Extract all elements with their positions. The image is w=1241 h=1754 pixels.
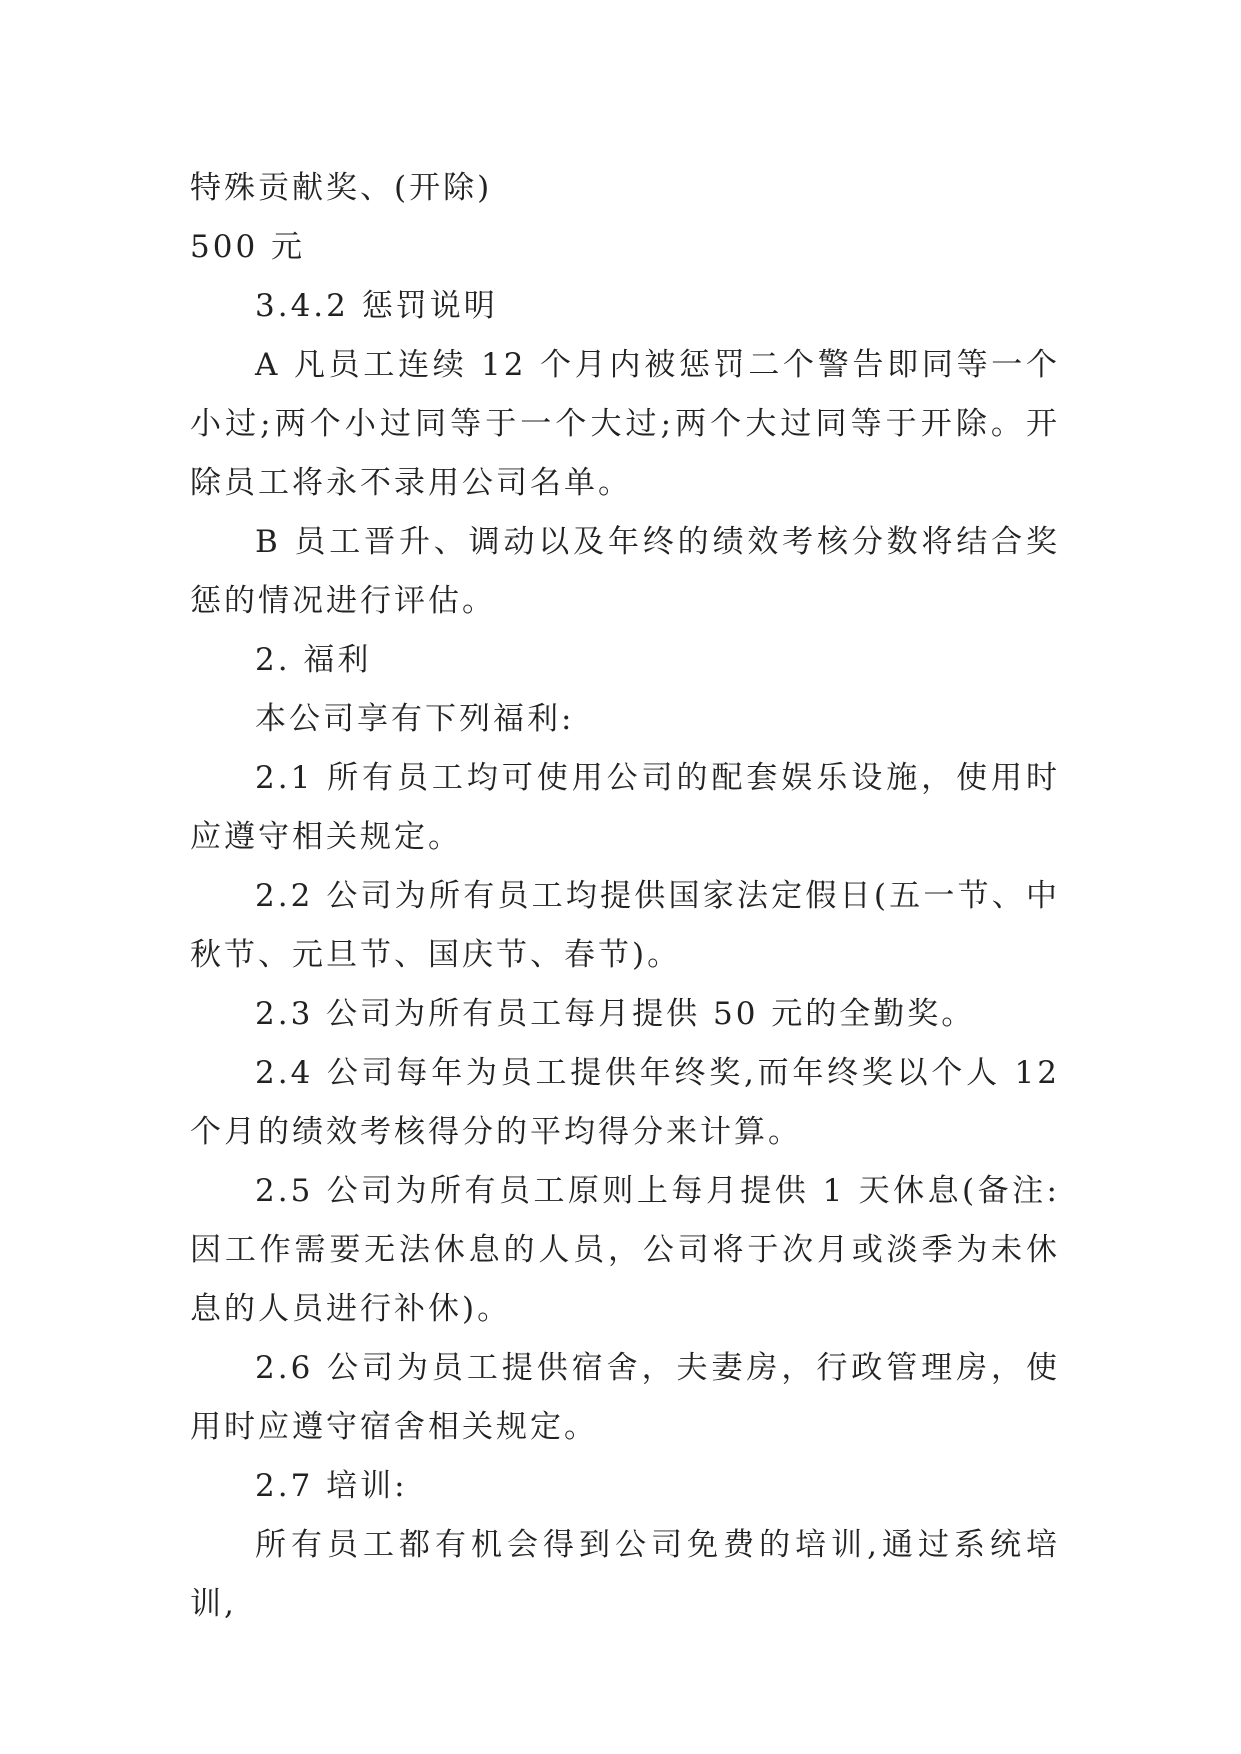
section-heading-welfare: 2. 福利 <box>255 642 372 678</box>
paragraph-penalty-a: A 凡员工连续 12 个月内被惩罚二个警告即同等一个小过;两个小过同等于一个大过;两个大过同等于开除。开除员工将永不录用公司名单。 <box>190 347 1060 501</box>
paragraph-amount: 500 元 <box>190 229 306 265</box>
paragraph-welfare-2-7: 2.7 培训: <box>255 1468 408 1504</box>
paragraph-welfare-2-4: 2.4 公司每年为员工提供年终奖,而年终奖以个人 12 个月的绩效考核得分的平均得分来计算。 <box>190 1055 1060 1150</box>
paragraph-welfare-2-6: 2.6 公司为员工提供宿舍，夫妻房，行政管理房，使用时应遵守宿舍相关规定。 <box>190 1350 1060 1445</box>
paragraph-welfare-2-2: 2.2 公司为所有员工均提供国家法定假日(五一节、中秋节、元旦节、国庆节、春节)。 <box>190 878 1060 973</box>
paragraph-penalty-b: B 员工晋升、调动以及年终的绩效考核分数将结合奖惩的情况进行评估。 <box>190 524 1060 619</box>
document-body <box>190 159 1060 1634</box>
paragraph-welfare-2-3: 2.3 公司为所有员工每月提供 50 元的全勤奖。 <box>255 996 976 1032</box>
paragraph-welfare-2-5: 2.5 公司为所有员工原则上每月提供 1 天休息(备注: 因工作需要无法休息的人员，公司将于次月或淡季为未休息的人员进行补休)。 <box>190 1173 1060 1327</box>
paragraph-welfare-intro: 本公司享有下列福利: <box>255 701 575 737</box>
paragraph-training: 所有员工都有机会得到公司免费的培训,通过系统培训, <box>190 1527 1060 1622</box>
paragraph-welfare-2-1: 2.1 所有员工均可使用公司的配套娱乐设施，使用时应遵守相关规定。 <box>190 760 1060 855</box>
section-heading-penalty: 3.4.2 惩罚说明 <box>255 288 498 324</box>
paragraph-special-award: 特殊贡献奖、(开除) <box>190 170 493 206</box>
